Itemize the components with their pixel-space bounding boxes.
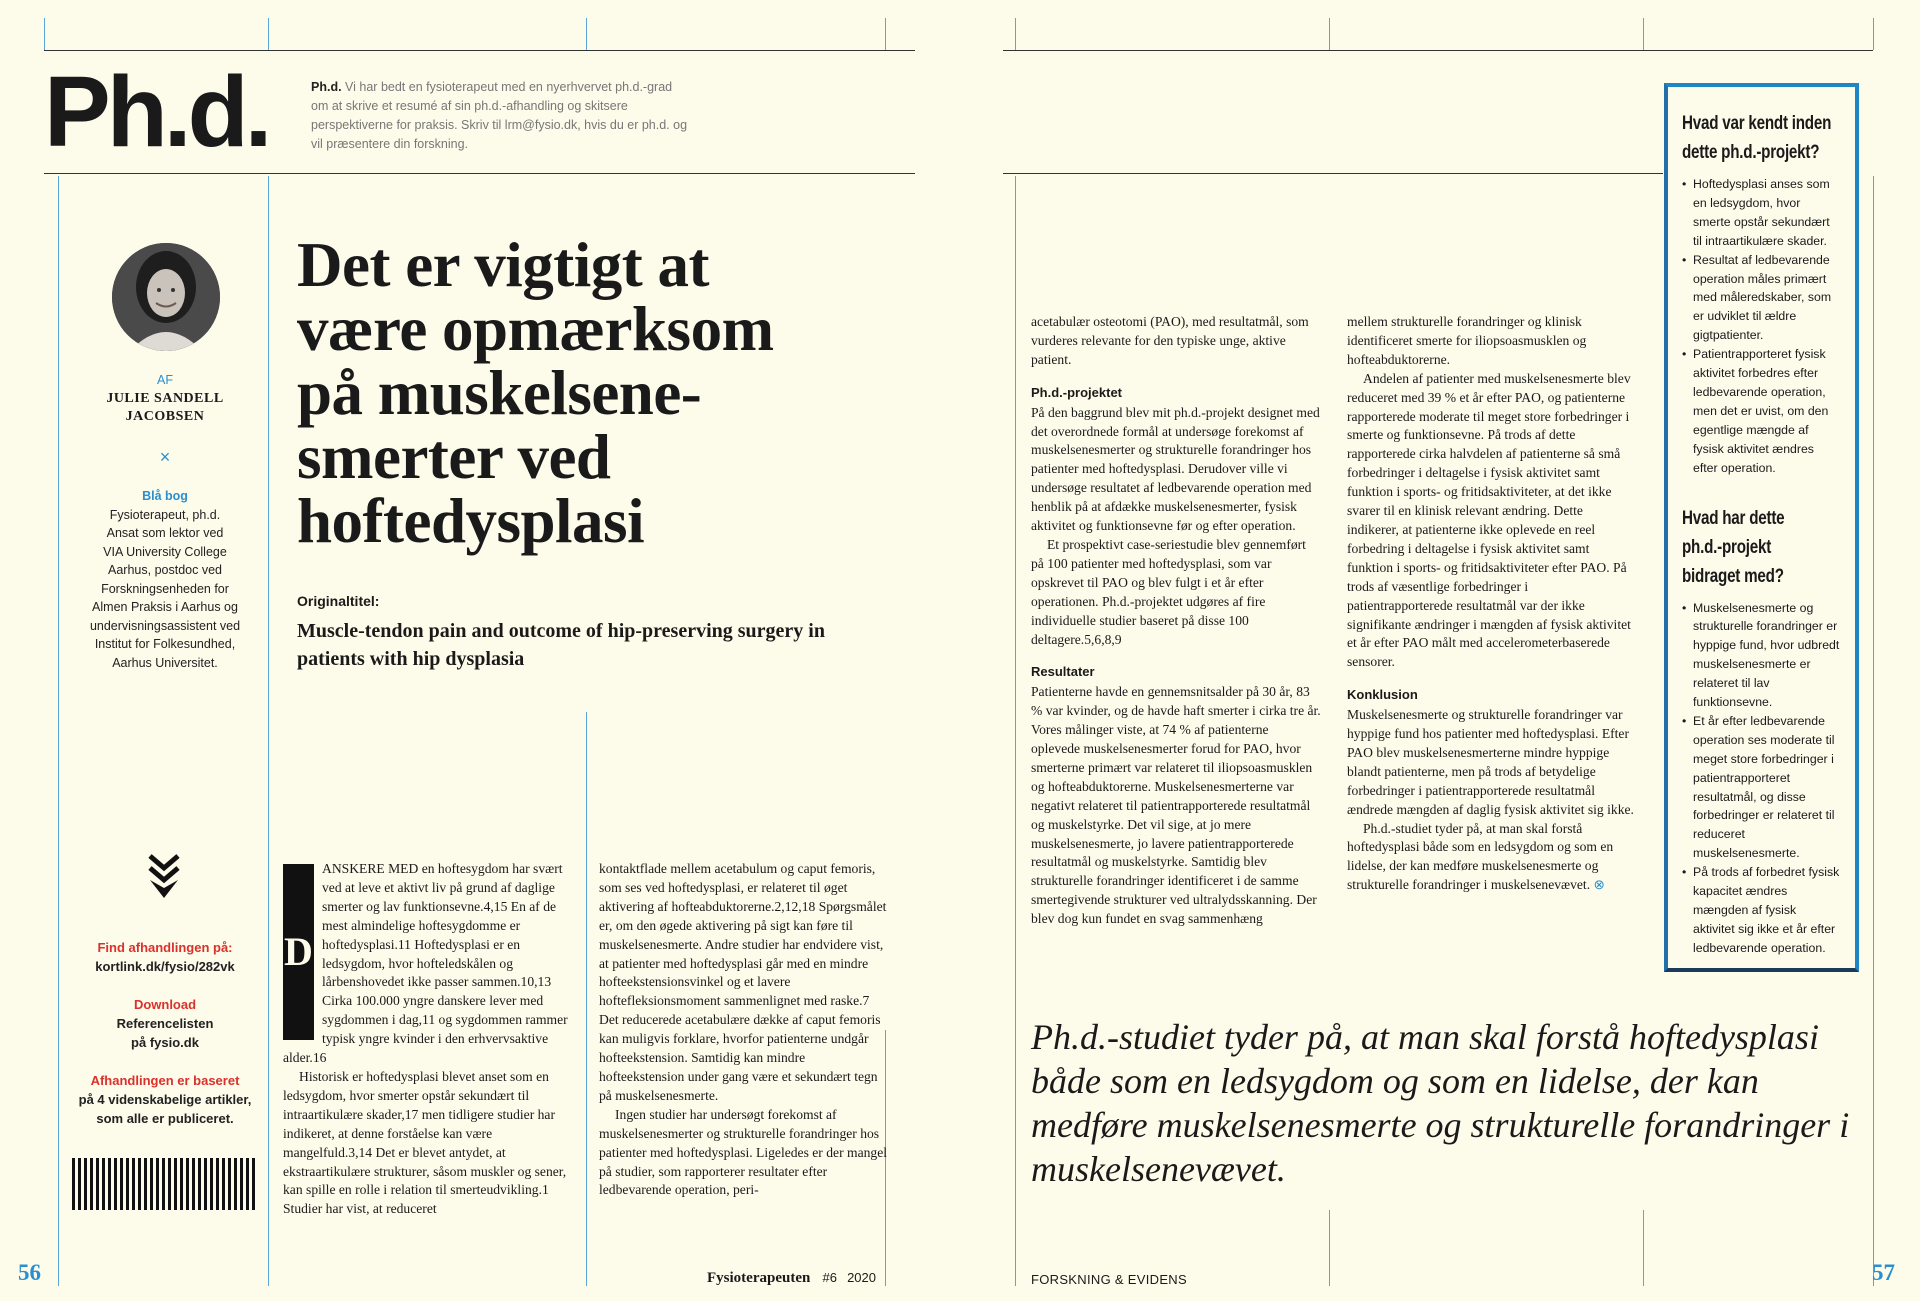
bio-line: Institut for Folkesundhed,	[94, 637, 236, 651]
section-footer: FORSKNING & EVIDENS	[1031, 1272, 1187, 1287]
subheading: Ph.d.-projektet	[1031, 384, 1123, 400]
bio-line: Aarhus, postdoc ved	[108, 563, 222, 577]
subheading: Resultater	[1031, 664, 1095, 680]
end-mark-icon: ⊗	[1593, 877, 1605, 893]
fact-box	[1664, 83, 1859, 972]
guide-line	[1643, 1210, 1644, 1286]
references-link-line[interactable]: på fysio.dk	[131, 1035, 199, 1050]
factbox-heading-line: Hvad var kendt inden	[1682, 112, 1832, 134]
list-item: • På trods af forbedret fysisk kapacitet ændres mængden af fysisk aktivitet sig ikke et år efter ledbevarende operation.	[1682, 863, 1841, 958]
paragraph: ANSKERE MED en hoftesygdom har svært ved at leve et aktivt liv på grund af daglige smerter og lav funktionsevne.4,15 En af de mest almindelige hoftesygdomme er hoftedysplasi.11 Hoftedysplasi er en ledsygdom, hvor hofteledskålen og lårbenshovedet ikke passer sammen.10,13 Cirka 100.000 yngre danskere lever med sygdommen i dag,11 og sygdommen rammer typisk yngre kvinder i den erhvervsaktive alder.16	[283, 861, 568, 1066]
title-line: være opmærksom	[297, 294, 774, 364]
dropcap: D	[283, 864, 314, 1040]
author-photo	[112, 243, 220, 351]
list-item: • Et år efter ledbevarende operation ses moderate til meget store forbedringer i patientrapporteret resultatmål, og disse forbedringer er relateret til reduceret muskelsenesmerte.	[1682, 712, 1841, 863]
paragraph: Historisk er hoftedysplasi blevet anset som en ledsygdom, hvor smerter opstår sekundært til intraartikulære skader,17 men tidligere studier har indikeret, at denne forståelse kan være mangelfuld.3,14 Det er blevet antydet, at ekstraartikulære strukturer, såsom muskler og sener, kan spille en rolle i relation til smerteudvikling.1 Studier har vist, at reduceret	[283, 1068, 567, 1217]
bio-line: undervisningsassistent ved	[89, 618, 241, 633]
paragraph: acetabulær osteotomi (PAO), med resultatmål, som vurderes relevante for den typiske unge, aktive patient.	[1031, 314, 1309, 367]
guide-line	[1329, 1210, 1330, 1286]
top-rule-right	[1003, 50, 1873, 51]
masthead-rule-left	[44, 173, 915, 174]
author-by-label: AF	[157, 373, 173, 387]
bio-line: Aarhus Universitet.	[112, 655, 218, 670]
page-number-left: 56	[18, 1260, 41, 1285]
guide-line	[1329, 18, 1330, 50]
page-title	[297, 230, 877, 556]
guide-line	[268, 18, 269, 50]
author-name-line: JULIE SANDELL	[106, 391, 224, 406]
factbox-list	[1682, 599, 1841, 958]
paragraph: På den baggrund blev mit ph.d.-projekt designet med det overordnede formål at undersøge forekomst af muskelsenesmerter og strukturelle forandringer hos patienter med hoftedysplasi. Derudover ville vi undersøge resultatet af ledbevarende operation med henblik på at afdække muskelsenesmerter, fysisk aktivitet og funktionsevne før og efter operation.	[1031, 404, 1320, 534]
barcode-graphic	[72, 1158, 257, 1210]
guide-line	[1015, 176, 1016, 1286]
guide-line	[44, 18, 45, 50]
list-item: • Muskelsenesmerte og strukturelle forandringer er hyppige fund, hvor udbredt muskelsenesmerte er relateret til lav funktionsevne.	[1682, 599, 1841, 712]
guide-line	[586, 18, 587, 50]
guide-line	[1873, 18, 1874, 50]
bio	[70, 487, 260, 672]
paragraph: Et prospektivt case-seriestudie blev gennemført på 100 patienter med hoftedysplasi, som var opskrevet til PAO og blev fulgt i et år efter operationen. Ph.d.-projektet udgøres af fire individuelle studier baseret på disse 100 deltagere.5,6,8,9	[1031, 536, 1306, 647]
masthead-rule-right	[1003, 173, 1663, 174]
author-name-line: JACOBSEN	[125, 409, 205, 424]
guide-line	[1873, 176, 1874, 1286]
section-logo: Ph.d.	[44, 56, 269, 168]
factbox-heading	[1682, 109, 1854, 167]
factbox-list	[1682, 175, 1841, 478]
pull-quote: Ph.d.-studiet tyder på, at man skal forstå hoftedysplasi både som en ledsygdom og som en lidelse, der kan medføre muskelsenesmerte og strukturelle forandringer i muskelsenevævet.	[1031, 1017, 1850, 1189]
paragraph: Patienterne havde en gennemsnitsalder på 30 år, 83 % var kvinder, og de havde haft smerter i cirka tre år. Vores målinger viste, at 74 % af patienterne oplevede muskelsenesmerter forud for PAO, hvor smerterne primært var relateret til iliopsoasmusklen og hofteabduktorerne. Muskelsenesmerterne var negativt relateret til patientrapporterede resultatmål og muskelstyrke. Det vil sige, at jo mere muskelsenesmerte, jo lavere patientrapporterede resultatmål og muskelstyrke. Samtidig blev strukturelle forandringer identificeret i de samme smertegivende strukturer ved ultralydsskanning. Der blev dog kun fundet en svag sammenhæng	[1031, 684, 1321, 927]
guide-line	[268, 176, 269, 1286]
bio-title: Blå bog	[142, 489, 188, 503]
list-item: • Resultat af ledbevarende operation måles primært med måleredskaber, som er udviklet til ældre gigtpatienter.	[1682, 251, 1841, 346]
title-line: Det er vigtigt at	[297, 230, 709, 300]
magazine-name: Fysioterapeuten	[707, 1270, 811, 1286]
guide-line	[885, 18, 886, 50]
factbox-heading	[1682, 504, 1854, 591]
references-link[interactable]: Referencelisten	[116, 1016, 214, 1031]
factbox-heading-line: ph.d.-projekt	[1682, 535, 1772, 558]
paragraph: kontaktflade mellem acetabulum og caput femoris, som ses ved hoftedysplasi, er relateret til øget aktivering af hofteabduktorerne.2,12,18 Spørgsmålet er, om den øgede aktivering på sigt kan føre til muskelsenesmerte. Andre studier har endvidere vist, at patienter med hoftedysplasi går med en mindre hofteekstensionsvinkel og et lavere hoftefleksionsmoment sammenlignet med raske.7 Det reducerede acetabulære dække af caput femoris kan muligvis forklare, hvorfor patienterne undgår hofteekstension. Samtidig kan mindre hofteekstension under gang være et sekundært tegn på muskelsenesmerte.	[599, 861, 887, 1103]
paragraph: Ingen studier har undersøgt forekomst af muskelsenesmerter og strukturelle forandringer hos patienter med hoftedysplasi. Ligeledes er der mangel på studier, som rapporterer resultater efter ledbevarende operation, peri-	[599, 1106, 888, 1198]
thesis-link[interactable]: kortlink.dk/fysio/282vk	[95, 959, 235, 974]
title-line: smerter ved	[297, 422, 611, 492]
paragraph: mellem strukturelle forandringer og klinisk identificeret smerte for iliopsoasmusklen og hofteabduktorerne.	[1347, 314, 1587, 367]
author-name	[70, 390, 260, 426]
factbox-heading-line: dette ph.d.-projekt?	[1682, 141, 1820, 163]
based-line: som alle er publiceret.	[96, 1111, 234, 1126]
paragraph: Ph.d.-studiet tyder på, at man skal forstå hoftedysplasi både som en ledsygdom og som en lidelse, der kan medføre muskelsenesmerte og strukturelle forandringer i muskelsenevævet.	[1347, 820, 1614, 893]
links-block	[70, 938, 260, 1128]
paragraph: Andelen af patienter med muskelsenesmerte blev reduceret med 39 % et år efter PAO, og patienterne rapporterede moderate til meget store forbedringer i smerte og funktionsevne. På trods af dette rapporterede cirka halvdelen af patienterne så små forbedringer i deltagelse i fysisk aktivitet samt funktion i sports- og fritidsaktiviteter, at det ikke svarer til en klinisk relevant ændring. Dette indikerer, at patienterne ikke oplevede en reel forbedring i deltagelse i fysisk aktivitet samt funktion i sports- og fritidsaktiviteter efter PAO. På trods af væsentlige forbedringer i patientrapporterede resultatmål var der ikke signifikante ændringer i mængden af fysisk aktivitet et år efter PAO målt med accelerometerbaserede sensorer.	[1347, 370, 1631, 670]
bio-line: Fysioterapeut, ph.d.	[109, 507, 221, 522]
guide-line	[586, 712, 587, 1286]
paragraph: Muskelsenesmerte og strukturelle forandringer var hyppige fund hos patienter med hoftedysplasi. Efter PAO blev muskelsenesmerterne mindre hyppige blandt patienterne, men på trods af betydelige forbedringer i patientrapporterede resultatmål ændrede mængden af daglig fysisk aktivitet sig ikke.	[1347, 707, 1634, 817]
article-column-4	[1347, 313, 1637, 973]
factbox-heading-line: bidraget med?	[1682, 564, 1784, 587]
factbox-heading-line: Hvad har dette	[1682, 506, 1785, 529]
original-title: Muscle-tendon pain and outcome of hip-preserving surgery in patients with hip dysplasia	[297, 620, 825, 670]
close-icon: ×	[159, 447, 171, 467]
guide-line	[1643, 18, 1644, 50]
bio-line: Ansat som lektor ved	[106, 526, 224, 540]
magazine-footer	[707, 1270, 876, 1287]
guide-line	[1015, 18, 1016, 50]
guide-line	[58, 176, 59, 1286]
bio-line: VIA University College	[103, 544, 227, 559]
intro-lead: Ph.d.	[311, 80, 342, 94]
issue-number: #6	[822, 1270, 837, 1285]
title-line: hoftedysplasi	[297, 486, 645, 556]
top-rule-left	[44, 50, 915, 51]
subheading: Konklusion	[1347, 687, 1418, 703]
article-column-1	[283, 860, 573, 1230]
bio-line: Forskningsenheden for	[101, 581, 229, 596]
find-label: Find afhandlingen på:	[97, 940, 233, 955]
issue-year: 2020	[847, 1270, 876, 1285]
list-item: • Hoftedysplasi anses som en ledsygdom, hvor smerte opstår sekundært til intraartikulære skader.	[1682, 175, 1841, 251]
based-line: på 4 videnskabelige artikler,	[78, 1092, 252, 1107]
download-label: Download	[133, 997, 197, 1012]
article-column-2	[599, 860, 889, 1230]
chevron-down-icon	[147, 852, 181, 904]
list-item: • Patientrapporteret fysisk aktivitet forbedres efter ledbevarende operation, men det er uvist, om den egentlige mængde af fysisk aktivitet ændres efter operation.	[1682, 345, 1841, 477]
bio-line: Almen Praksis i Aarhus og	[92, 600, 238, 614]
intro-text: Vi har bedt en fysioterapeut med en nyerhvervet ph.d.-grad om at skrive et resumé af sin ph.d.-afhandling og skitsere perspektiverne for praksis. Skriv til lrm@fysio.dk, hvis du er ph.d. og vil præsentere din forskning.	[311, 80, 688, 151]
title-line: på muskelsene-	[297, 358, 702, 428]
page-number-right: 57	[1872, 1260, 1895, 1285]
original-title-label: Originaltitel:	[297, 593, 380, 609]
article-column-3	[1031, 313, 1321, 973]
based-label: Afhandlingen er baseret	[90, 1073, 240, 1088]
section-intro	[311, 78, 691, 154]
